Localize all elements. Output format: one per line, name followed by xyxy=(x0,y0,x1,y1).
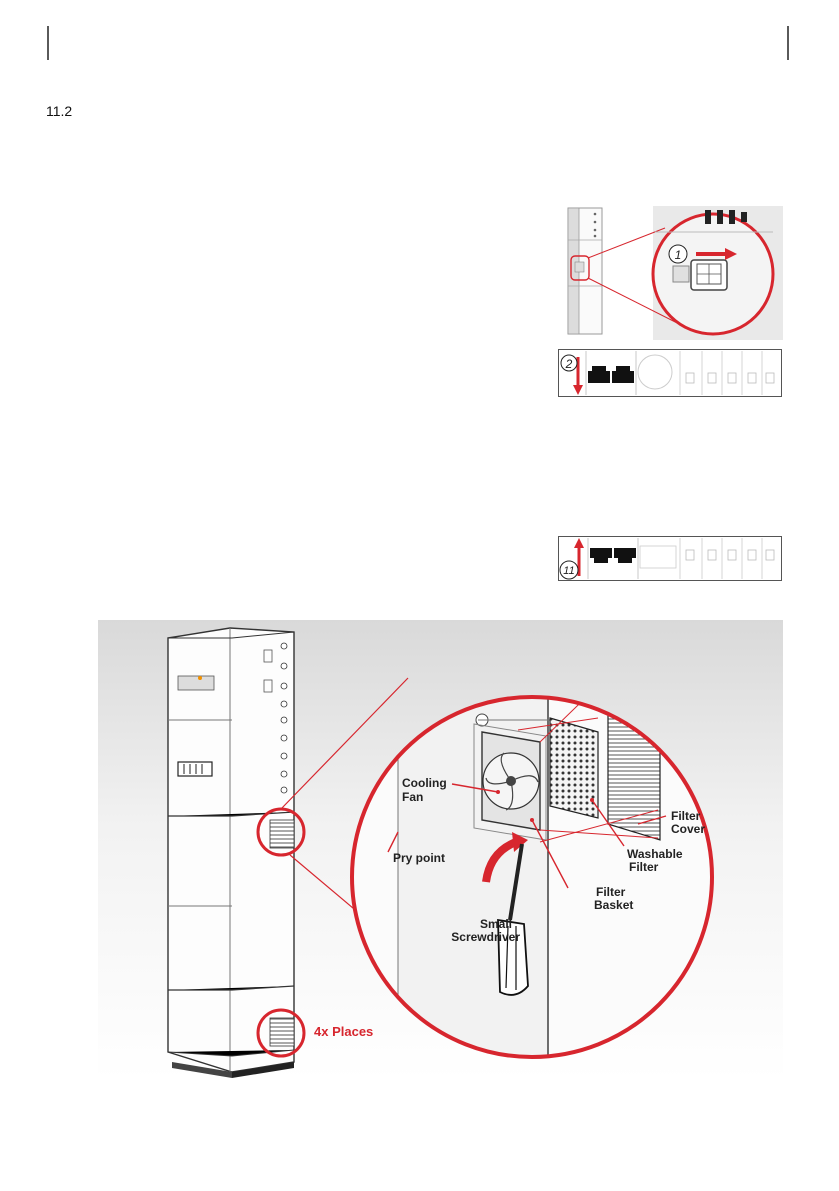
step-one-figure xyxy=(555,206,783,340)
corner-mark-top-left xyxy=(34,26,50,62)
filter-cover-label-line1: Filter xyxy=(671,809,701,823)
section-number: 11.2 xyxy=(46,103,73,119)
cabinet-thumbnail xyxy=(568,208,602,334)
places-label: 4x Places xyxy=(314,1024,374,1039)
step-two-number: 2 xyxy=(565,357,573,371)
filter-cover-label-line2: Cover xyxy=(671,822,706,836)
small-screwdriver-label-line1: Small xyxy=(479,917,512,931)
corner-mark-top-right xyxy=(785,26,805,62)
washable-filter-label-line1: Washable xyxy=(627,847,683,861)
step-eleven-number: 11 xyxy=(563,565,575,577)
pry-point-label: Pry point xyxy=(393,851,446,865)
filter-basket-label-line1: Filter xyxy=(596,885,626,899)
fan-filter-figure xyxy=(98,620,783,1080)
step-two-figure xyxy=(558,349,782,397)
washable-filter-label-line2: Filter xyxy=(629,860,659,874)
cooling-fan-label-line2: Fan xyxy=(402,790,424,804)
step-one-number: 1 xyxy=(674,248,682,262)
cooling-fan-label-line1: Cooling xyxy=(402,776,447,790)
small-screwdriver-label-line2: Screwdriver xyxy=(451,930,520,944)
step-eleven-figure xyxy=(558,536,782,582)
filter-basket-label-line2: Basket xyxy=(594,898,634,912)
